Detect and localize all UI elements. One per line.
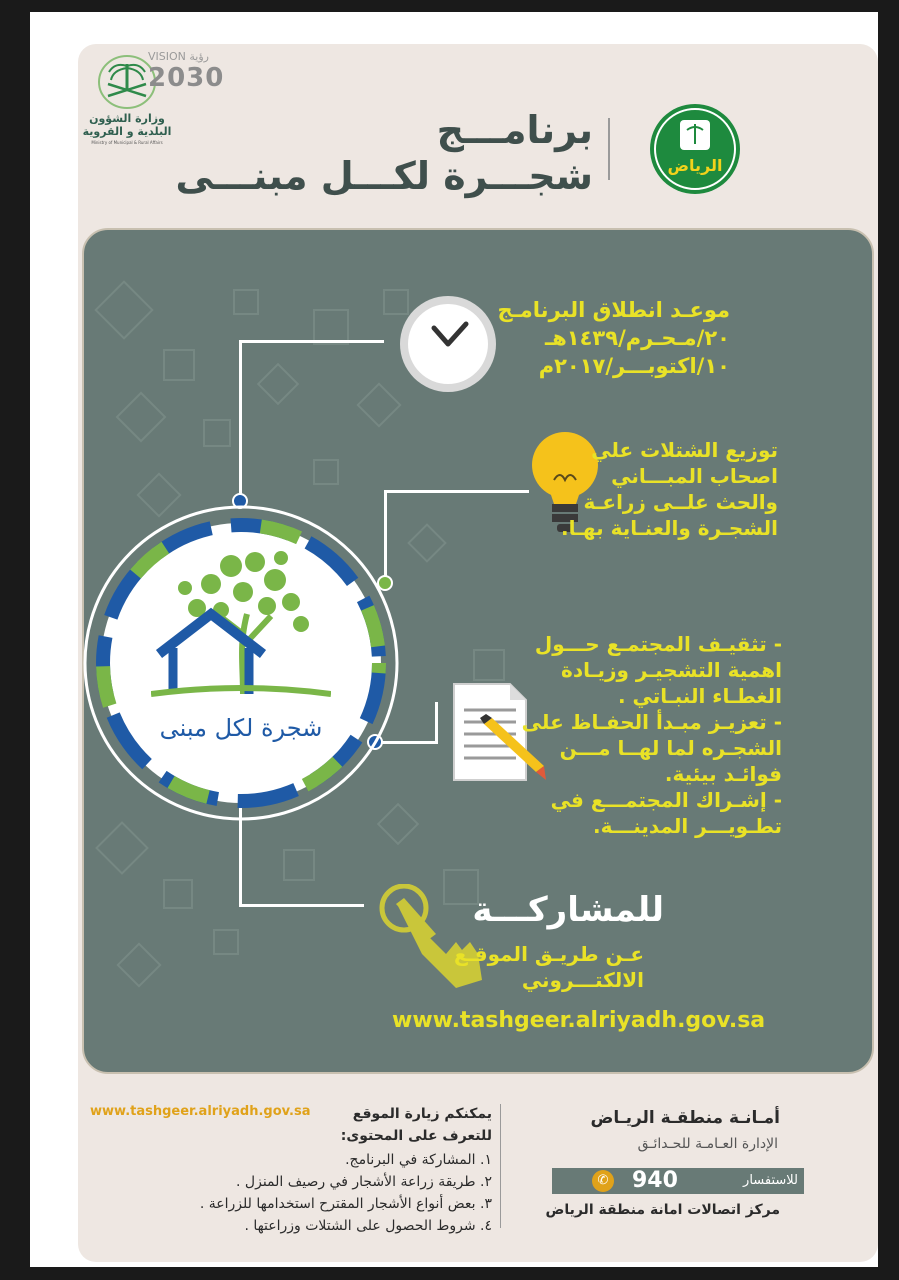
connector-bulb-horizontal [384, 490, 529, 493]
program-title-line1: برنامـــج [436, 108, 593, 152]
launch-date-gregorian: ١٠/اكتوبـــر/٢٠١٧م [538, 354, 730, 378]
ministry-name-line2: البلدية و القروية [82, 125, 172, 138]
footer-dept-name: الإدارة العـامـة للحـدائـق [637, 1136, 778, 1152]
footer-learn-text: للتعرف على المحتوى: [340, 1128, 492, 1144]
footer-item-3: ٣. بعض أنواع الأشجار المقترح استخدامها للزراعة . [199, 1196, 492, 1212]
vision-text: VISION رؤية [148, 50, 209, 63]
goal-line6: فوائـد بيئية. [664, 762, 782, 786]
clock-icon [398, 294, 498, 394]
distribution-line1: توزيع الشتلات علي [591, 438, 778, 462]
goal-line4: - تعزيـز مبـدأ الحفـاظ على [521, 710, 782, 734]
vision-2030-logo [148, 50, 238, 100]
goal-line8: تطـويـــر المدينـــة. [592, 814, 782, 838]
goal-line5: الشجـره لما لهــا مـــن [559, 736, 782, 760]
riyadh-emblem-icon [650, 104, 740, 194]
connector-bottom-horizontal [239, 904, 364, 907]
riyadh-logo-text: الرياض [667, 156, 723, 175]
inquiry-label: للاستفسار [743, 1173, 798, 1188]
phone-icon: ✆ [592, 1170, 614, 1192]
distribution-line2: اصحاب المبـــاني [611, 464, 778, 488]
footer-call-center: مركز اتصالات امانة منطقة الرياض [545, 1202, 780, 1218]
footer-item-1: ١. المشاركة في البرنامج. [345, 1152, 492, 1168]
footer-left-url[interactable]: www.tashgeer.alriyadh.gov.sa [90, 1104, 311, 1119]
vision-year: 2030 [148, 63, 225, 93]
house-tree-icon [151, 544, 331, 704]
goal-line2: اهمية التشجيـر وزيـادة [561, 658, 782, 682]
connector-doc-vertical [435, 702, 438, 744]
ministry-name-line1: وزارة الشؤون [89, 112, 165, 125]
ministry-name-en: Ministry of Municipal & Rural Affairs [91, 140, 163, 145]
footer-org-name: أمـانـة منطقـة الريـاض [590, 1108, 780, 1128]
footer-item-2: ٢. طريقة زراعة الأشجار في رصيف المنزل . [236, 1174, 492, 1190]
participate-url[interactable]: www.tashgeer.alriyadh.gov.sa [392, 1008, 766, 1033]
poster-sheet [30, 12, 878, 1267]
connector-top-horizontal [239, 340, 384, 343]
emblem-label: شجرة لكل مبنى [159, 714, 323, 742]
launch-title: موعـد انطلاق البرنامـج [497, 298, 730, 322]
footer-divider [500, 1104, 501, 1228]
launch-date-hijri: ٢٠/مـحـرم/١٤٣٩هـ [545, 326, 730, 350]
inquiry-phone[interactable]: 940 [632, 1168, 678, 1193]
participate-subtitle2: الالكتـــروني [521, 968, 644, 992]
distribution-line3: والحث علــى زراعـة [583, 490, 778, 514]
inquiry-bar [552, 1168, 804, 1194]
participate-subtitle1: عـن طريـق الموقـع [454, 942, 644, 966]
goal-line1: - تثقيـف المجتمـع حـــول [534, 632, 782, 656]
distribution-line4: الشجـرة والعنـاية بهـا. [560, 516, 778, 540]
riyadh-municipality-logo [650, 104, 740, 194]
program-title-line2: شجـــرة لكـــل مبنـــى [175, 154, 593, 198]
footer-visit-text: يمكنكم زيارة الموقع [352, 1106, 492, 1122]
goal-line7: - إشـراك المجتمـــع في [550, 788, 782, 812]
goal-line3: الغطـاء النبـاتي . [617, 684, 782, 708]
program-emblem [82, 504, 400, 822]
connector-top-vertical [239, 340, 242, 500]
footer-item-4: ٤. شروط الحصول على الشتلات وزراعتها . [244, 1218, 492, 1234]
title-divider [608, 118, 610, 180]
participate-title: للمشاركـــة [472, 890, 664, 930]
